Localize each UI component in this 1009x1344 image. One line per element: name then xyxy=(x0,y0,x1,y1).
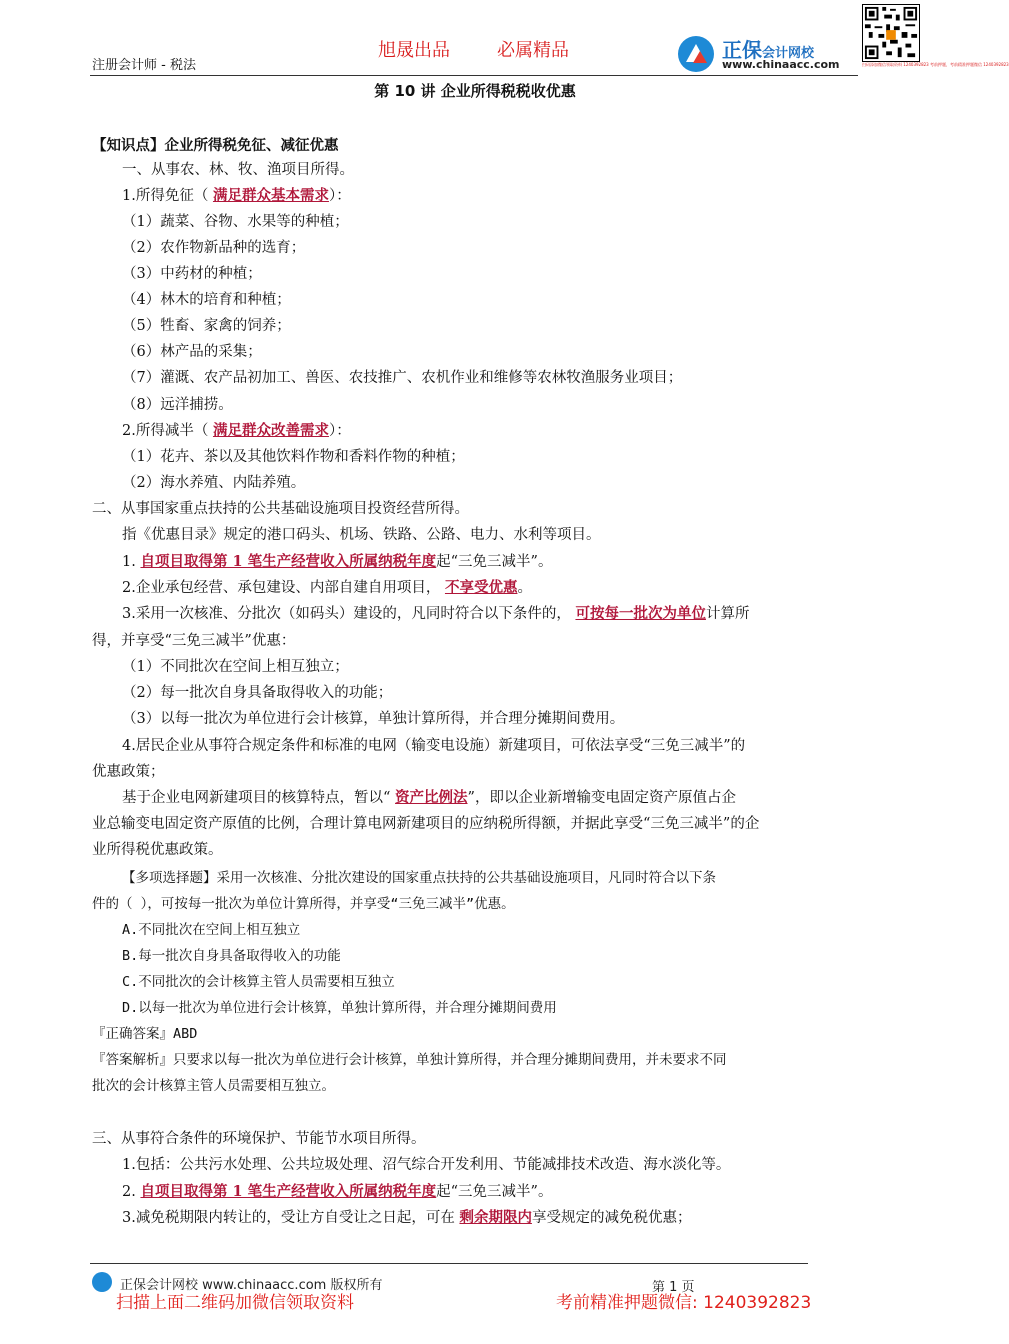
footer-divider xyxy=(90,1263,808,1264)
text-span: 得，并享受“三免三减半”优惠： xyxy=(92,633,296,649)
text-span: 计算所 xyxy=(705,606,750,622)
text-span: （3）以每一批次为单位进行会计核算，单独计算所得，并合理分摊期间费用。 xyxy=(122,711,625,727)
text-span: 2. xyxy=(122,1184,141,1200)
text-line xyxy=(122,868,716,888)
text-span: 基于企业电网新建项目的核算特点，暂以“ xyxy=(122,790,396,806)
text-span: 件的（ ），可按每一批次为单位计算所得，并享受“三免三减半”优惠。 xyxy=(92,896,515,912)
logo-name-main: 正保 xyxy=(722,38,762,62)
text-line xyxy=(122,525,601,545)
text-line xyxy=(92,762,165,782)
chinaacc-logo[interactable] xyxy=(678,34,858,74)
qr-code-icon[interactable] xyxy=(862,4,920,62)
highlight-text: 不享受优惠 xyxy=(444,579,518,596)
text-span: A.不同批次在空间上相互独立 xyxy=(122,922,301,938)
text-span: （5）牲畜、家禽的饲养； xyxy=(122,318,291,334)
text-line xyxy=(92,136,339,156)
logo-name-sub: 会计网校 xyxy=(762,46,815,61)
text-line xyxy=(122,316,291,336)
text-line xyxy=(122,1208,691,1228)
text-line xyxy=(92,1050,727,1070)
highlight-text: 剩余期限内 xyxy=(459,1209,532,1226)
text-span: 一、从事农、林、牧、渔项目所得。 xyxy=(122,162,354,178)
text-line xyxy=(122,290,291,310)
text-line xyxy=(122,368,682,388)
highlight-text: 资产比例法 xyxy=(395,789,468,806)
text-line xyxy=(122,920,300,940)
text-span: （6）林产品的采集； xyxy=(122,344,262,360)
text-span: 起“三免三减半”。 xyxy=(436,554,553,570)
text-span: B.每一批次自身具备取得收入的功能 xyxy=(122,948,341,964)
promo-right: 考前精准押题微信: 1240392823 xyxy=(556,1293,812,1313)
slogan-right: 必属精品 xyxy=(497,40,569,61)
text-line xyxy=(92,1129,426,1149)
text-line xyxy=(92,894,515,914)
text-span: 业总输变电固定资产原值的比例，合理计算电网新建项目的应纳税所得额，并据此享受“三免三减半”的企 xyxy=(92,816,760,832)
text-span: 业所得税优惠政策。 xyxy=(92,842,223,858)
text-line xyxy=(122,578,532,598)
text-span: （1）蔬菜、谷物、水果等的种植； xyxy=(122,214,349,230)
text-line xyxy=(122,736,745,756)
highlight-text: 自项目取得第 1 笔生产经营收入所属纳税年度 xyxy=(140,1183,437,1200)
text-span: 1. xyxy=(122,554,141,570)
highlight-text: 满足群众基本需求 xyxy=(212,187,329,204)
text-span: 三、从事符合条件的环境保护、节能节水项目所得。 xyxy=(92,1131,426,1147)
text-line xyxy=(122,946,341,966)
text-span: 起“三免三减半”。 xyxy=(436,1184,553,1200)
text-span: 『正确答案』ABD xyxy=(92,1026,198,1042)
highlight-text: 可按每一批次为单位 xyxy=(575,605,706,622)
text-line xyxy=(122,473,305,493)
text-span: 2.所得减半（ xyxy=(122,423,213,439)
text-span: ）： xyxy=(328,188,351,204)
text-span: ”，即以企业新增输变电固定资产原值占企 xyxy=(467,790,736,806)
text-span: 1.所得免征（ xyxy=(122,188,213,204)
text-line xyxy=(122,998,557,1018)
text-span: （2）农作物新品种的选育； xyxy=(122,240,306,256)
footer-copyright: 正保会计网校 www.chinaacc.com 版权所有 xyxy=(120,1278,383,1293)
text-span: 批次的会计核算主管人员需要相互独立。 xyxy=(92,1078,335,1094)
text-span: （7）灌溉、农产品初加工、兽医、农技推广、农机作业和维修等农林牧渔服务业项目； xyxy=(122,370,683,386)
highlight-text: 自项目取得第 1 笔生产经营收入所属纳税年度 xyxy=(140,553,437,570)
course-name: 注册会计师 - 税法 xyxy=(92,58,196,73)
text-span: （2）海水养殖、内陆养殖。 xyxy=(122,475,306,491)
text-span: 。 xyxy=(517,580,532,596)
text-span: 优惠政策； xyxy=(92,764,165,780)
text-line xyxy=(122,709,624,729)
qr-caption: 扫码添加微信领取资料 1240392823 考前押题，考前精准押题微信 1240392823 xyxy=(862,62,1009,67)
footer-logo-icon xyxy=(92,1272,112,1292)
text-line xyxy=(122,160,354,180)
slogan-left: 旭晟出品 xyxy=(378,40,450,61)
logo-triangle-accent-icon xyxy=(693,51,707,63)
text-span: 3.采用一次核准、分批次（如码头）建设的，凡同时符合以下条件的， xyxy=(122,606,576,622)
logo-url: www.chinaacc.com xyxy=(722,58,840,71)
text-line xyxy=(92,631,295,651)
text-span: 指《优惠目录》规定的港口码头、机场、铁路、公路、电力、水利等项目。 xyxy=(122,527,601,543)
text-span: 『答案解析』只要求以每一批次为单位进行会计核算，单独计算所得，并合理分摊期间费用，并未要求不同 xyxy=(92,1052,727,1068)
text-line xyxy=(122,447,465,467)
text-span: C.不同批次的会计核算主管人员需要相互独立 xyxy=(122,974,395,990)
text-span: （1）不同批次在空间上相互独立； xyxy=(122,659,349,675)
text-line xyxy=(92,1076,335,1096)
text-span: 4.居民企业从事符合规定条件和标准的电网（输变电设施）新建项目，可依法享受“三免三减半”的 xyxy=(122,738,746,754)
text-line xyxy=(122,342,262,362)
text-line xyxy=(122,212,349,232)
text-line xyxy=(122,972,395,992)
text-span: 二、从事国家重点扶持的公共基础设施项目投资经营所得。 xyxy=(92,501,469,517)
text-line xyxy=(92,499,469,519)
text-line xyxy=(92,814,759,834)
text-span: D.以每一批次为单位进行会计核算，单独计算所得，并合理分摊期间费用 xyxy=(122,1000,557,1016)
lecture-title: 第 10 讲 企业所得税税收优惠 xyxy=(374,82,576,100)
text-span: 【多项选择题】采用一次核准、分批次建设的国家重点扶持的公共基础设施项目，凡同时符合以下条 xyxy=(122,870,716,886)
text-span: （4）林木的培育和种植； xyxy=(122,292,291,308)
text-span: （2）每一批次自身具备取得收入的功能； xyxy=(122,685,393,701)
text-line xyxy=(122,421,351,441)
text-span: 1.包括：公共污水处理、公共垃圾处理、沼气综合开发利用、节能减排技术改造、海水淡化等。 xyxy=(122,1157,731,1173)
text-span: 【知识点】企业所得税免征、减征优惠 xyxy=(92,138,339,154)
header-divider xyxy=(90,75,858,76)
text-line xyxy=(122,238,305,258)
text-span: 2.企业承包经营、承包建设、内部自建自用项目， xyxy=(122,580,445,596)
text-span: ）： xyxy=(328,423,351,439)
text-line xyxy=(122,552,552,572)
text-line xyxy=(122,1155,730,1175)
text-span: 3.减免税期限内转让的，受让方自受让之日起，可在 xyxy=(122,1210,460,1226)
text-line xyxy=(122,657,349,677)
text-span: （8）远洋捕捞。 xyxy=(122,397,233,413)
text-line xyxy=(122,604,749,624)
text-line xyxy=(122,1182,552,1202)
text-line xyxy=(92,840,223,860)
text-line xyxy=(122,186,351,206)
text-line xyxy=(122,788,736,808)
text-line xyxy=(122,395,233,415)
text-line xyxy=(122,683,392,703)
page-number: 第 1 页 xyxy=(652,1280,695,1295)
text-line xyxy=(122,264,262,284)
text-span: （3）中药材的种植； xyxy=(122,266,262,282)
text-span: （1）花卉、茶以及其他饮料作物和香料作物的种植； xyxy=(122,449,465,465)
promo-left: 扫描上面二维码加微信领取资料 xyxy=(116,1293,354,1313)
text-span: 享受规定的减免税优惠； xyxy=(531,1210,692,1226)
text-line xyxy=(92,1024,197,1044)
highlight-text: 满足群众改善需求 xyxy=(212,422,329,439)
